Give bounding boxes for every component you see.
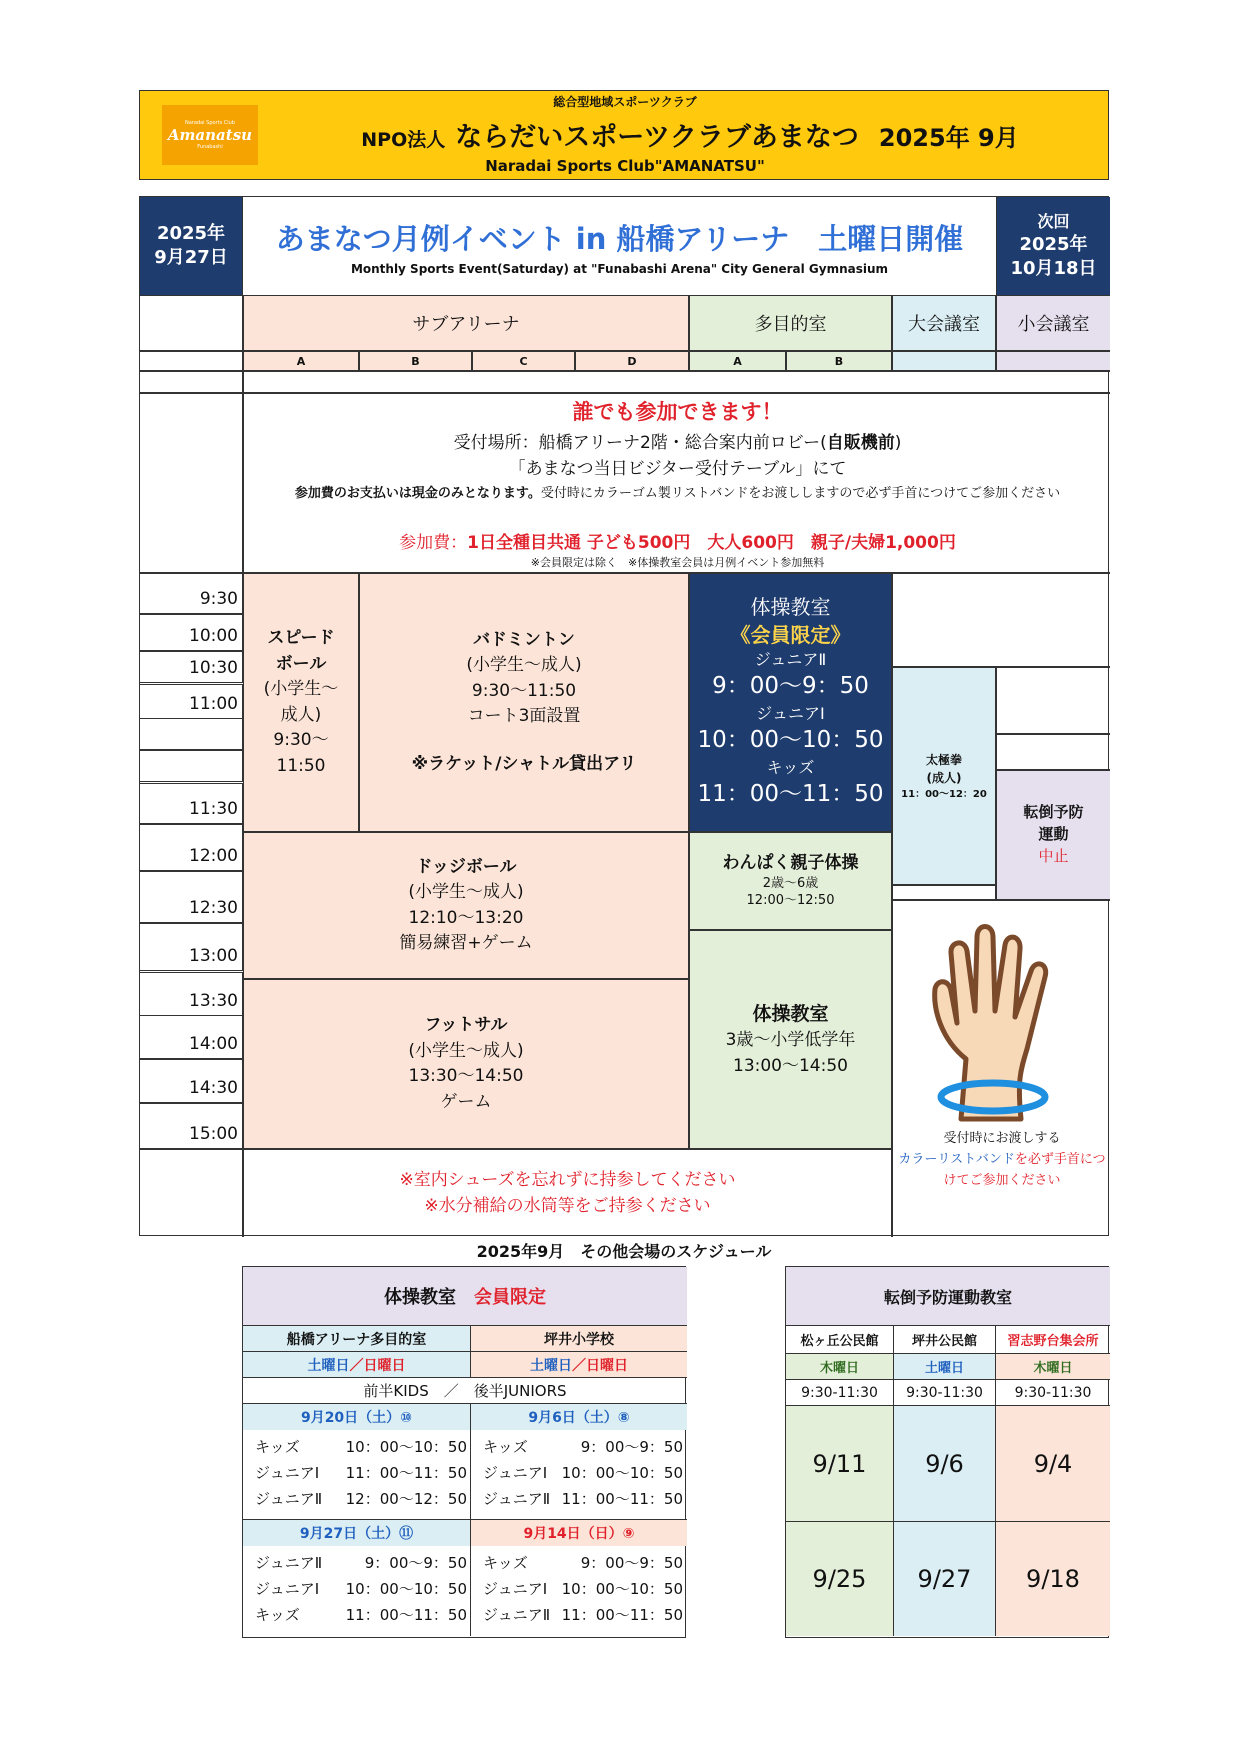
fall-status: 中止 (1038, 846, 1069, 865)
gym-block-row (483, 1462, 683, 1486)
npo-label: NPO法人 (361, 129, 446, 151)
gym-block-class: キッズ (483, 1554, 528, 1572)
time-slot: 11:30 (140, 783, 243, 824)
gym-kids-name: 体操教室 (752, 1002, 829, 1025)
gym-days2-sun: ／日曜日 (572, 1357, 628, 1374)
room-small-meeting: 小会議室 (996, 295, 1110, 351)
dodgeball-note: 簡易練習+ゲーム (399, 933, 533, 953)
gym-block-class: キッズ (255, 1438, 300, 1456)
futsal-note: ゲーム (440, 1091, 492, 1112)
blank-cell (140, 393, 243, 573)
gym-block-row (483, 1488, 683, 1512)
speedball-time2: 11:50 (276, 755, 326, 776)
fall-name1: 転倒予防 (1023, 803, 1084, 822)
logo-bottom-text: Funabashi (197, 144, 223, 150)
gym-block-class: ジュニアⅡ (483, 1490, 551, 1508)
speedball-name1: スピード (267, 628, 335, 648)
futsal-cell (243, 979, 689, 1149)
water-note: ※水分補給の水筒等をご持参ください (424, 1195, 711, 1216)
gym-block-date: 9月6日（土）⑧ (471, 1404, 687, 1430)
gym-venue2: 坪井小学校 (471, 1326, 687, 1352)
blank-cell (996, 734, 1110, 770)
gym-block-class: キッズ (255, 1606, 300, 1624)
court-b: B (359, 351, 472, 371)
main-schedule (139, 196, 1109, 1236)
gym-block-time: 11：00～11：50 (561, 1490, 683, 1508)
time-slot: 10:30 (140, 651, 243, 683)
gym-block-time: 10：00～10：50 (561, 1464, 683, 1482)
blank-cell (996, 667, 1110, 734)
other-fall-table (785, 1266, 1109, 1638)
gym-venue1: 船橋アリーナ多目的室 (243, 1326, 471, 1352)
fall-date1: 9/11 (786, 1406, 894, 1522)
gym-block-time: 9：00～9：50 (580, 1438, 683, 1456)
gym-kids-time: 11：00～11：50 (697, 781, 884, 808)
gym-kids-target: 3歳～小学低学年 (725, 1030, 856, 1051)
dodgeball-target: (小学生～成人) (408, 882, 524, 902)
badminton-name: バドミントン (473, 629, 575, 650)
gym-kids-time: 13:00～14:50 (733, 1055, 848, 1076)
fall-time: 9:30-11:30 (786, 1380, 894, 1406)
footer-notes (243, 1149, 892, 1237)
speedball-target1: (小学生～ (263, 679, 339, 699)
fall-time: 9:30-11:30 (894, 1380, 996, 1406)
blank-cell (140, 295, 243, 351)
wrist-line2-red: を必ず手首につ (1014, 1151, 1106, 1167)
gym-block-time: 12：00～12：50 (345, 1490, 467, 1508)
wrist-line3: けてご参加ください (943, 1172, 1061, 1188)
gym-table-title (243, 1267, 687, 1326)
payment-rest: 受付時にカラーゴム製リストバンドをお渡ししますので必ず手首につけてご参加ください (540, 486, 1061, 501)
gym-block-row (483, 1436, 683, 1460)
logo-top-text: Naradai Sports Club (185, 120, 235, 126)
info-block (243, 393, 1110, 573)
time-slot: 12:00 (140, 824, 243, 871)
wrist-line2-blue: カラーリストバンド (898, 1151, 1015, 1167)
gym-block-class: ジュニアⅡ (483, 1606, 551, 1624)
header-month: 2025年 9月 (878, 124, 1019, 152)
gym-title: 体操教室 (384, 1287, 456, 1308)
next-year: 2025年 (1019, 233, 1088, 255)
fall-day: 土曜日 (894, 1354, 996, 1380)
gym-block-row (255, 1436, 467, 1460)
payment-bold: 参加費のお支払いは現金のみとなります。 (294, 486, 541, 501)
fall-date1: 9/6 (894, 1406, 996, 1522)
header-banner (139, 90, 1109, 180)
blank-cell (243, 371, 1110, 393)
gym-junior2-time: 9：00～9：50 (712, 673, 869, 700)
badminton-time: 9:30～11:50 (471, 680, 577, 701)
court-a: A (243, 351, 359, 371)
gym-block-time: 10：00～10：50 (345, 1580, 467, 1598)
taichi-time: 11：00～12：20 (901, 788, 987, 800)
gym-block-date: 9月20日（土）⑩ (243, 1404, 470, 1430)
parent-child-cell (689, 832, 892, 930)
gym-block-date: 9月27日（土）⑪ (243, 1520, 470, 1546)
fee-line (244, 528, 1111, 552)
fall-name2: 運動 (1038, 825, 1069, 844)
gym-block-date: 9月14日（日）⑨ (471, 1520, 687, 1546)
time-slot (140, 718, 243, 750)
gym-block-time: 10：00～10：50 (345, 1438, 467, 1456)
fall-date2: 9/25 (786, 1522, 894, 1636)
fee-note: ※会員限定は除く ※体操教室会員は月例イベント参加無料 (530, 556, 825, 569)
gym-block-class: ジュニアⅡ (255, 1490, 323, 1508)
multi-a: A (689, 351, 786, 371)
futsal-target: (小学生～成人) (408, 1040, 524, 1061)
gym-block (471, 1404, 687, 1520)
gym-block-row (483, 1604, 683, 1628)
gym-member-name: 体操教室 (750, 595, 831, 620)
court-d: D (575, 351, 689, 371)
dodgeball-cell (243, 832, 689, 979)
time-slot: 10:00 (140, 614, 243, 651)
speedball-cell (243, 573, 359, 832)
fall-venue: 松ヶ丘公民館 (786, 1326, 894, 1354)
fall-day: 木曜日 (996, 1354, 1110, 1380)
gym-block-class: ジュニアⅠ (255, 1580, 320, 1598)
gym-block (243, 1404, 471, 1520)
gym-block-time: 10：00～10：50 (561, 1580, 683, 1598)
gym-block-row (255, 1578, 467, 1602)
blank-cell (892, 885, 996, 900)
gym-block-time: 9：00～9：50 (580, 1554, 683, 1572)
fall-date1: 9/4 (996, 1406, 1110, 1522)
fall-venue: 坪井公民館 (894, 1326, 996, 1354)
fall-date2: 9/27 (894, 1522, 996, 1636)
gym-block-time: 11：00～11：50 (561, 1606, 683, 1624)
next-label: 次回 (1037, 211, 1070, 231)
fee-detail: 1日全種目共通 子ども500円 大人600円 親子/夫婦1,000円 (467, 533, 956, 553)
time-slot (140, 750, 243, 782)
other-title: 2025年9月 その他会場のスケジュール (476, 1241, 772, 1261)
payment-line (244, 482, 1111, 502)
speedball-time1: 9:30～ (273, 730, 329, 750)
reception-table: 「あまなつ当日ビジター受付テーブル」にて (508, 459, 847, 479)
futsal-name: フットサル (424, 1015, 508, 1035)
gym-block-time: 11：00～11：50 (345, 1464, 467, 1482)
time-slot: 9:30 (140, 573, 243, 614)
badminton-cell (359, 573, 689, 832)
gym-block-row (255, 1462, 467, 1486)
event-date-day: 9月27日 (154, 247, 228, 268)
gym-days2 (471, 1352, 687, 1378)
gym-limit: 会員限定 (474, 1287, 546, 1308)
dodgeball-name: ドッジボール (415, 856, 517, 877)
gym-block-class: ジュニアⅠ (255, 1464, 320, 1482)
fall-day: 木曜日 (786, 1354, 894, 1380)
gym-junior1-time: 10：00～10：50 (697, 727, 884, 754)
blank-cell (140, 1149, 243, 1237)
badminton-rental: ※ラケット/シャトル貸出アリ (411, 753, 637, 774)
taichi-name: 太極拳 (925, 752, 962, 767)
gym-block-row (255, 1604, 467, 1628)
speedball-name2: ボール (275, 653, 327, 674)
time-slot: 13:00 (140, 923, 243, 971)
logo-main-text: Amanatsu (167, 126, 253, 144)
fall-time: 9:30-11:30 (996, 1380, 1110, 1406)
gym-member-cell (689, 573, 892, 832)
header-subtitle: 総合型地域スポーツクラブ (553, 94, 697, 109)
badminton-note: コート3面設置 (467, 706, 581, 727)
gym-block (243, 1520, 471, 1636)
gym-split: 前半KIDS ／ 後半JUNIORS (243, 1378, 687, 1404)
time-slot: 11:00 (140, 684, 243, 719)
event-title-block (243, 197, 996, 295)
time-slot: 12:30 (140, 871, 243, 923)
gym-block-time: 11：00～11：50 (345, 1606, 467, 1624)
dodgeball-time: 12:10～13:20 (408, 907, 524, 928)
event-date-year: 2025年 (156, 222, 226, 244)
info-headline: 誰でも参加できます！ (572, 400, 783, 424)
gym-block-class: キッズ (483, 1438, 528, 1456)
blank-cell (892, 573, 1110, 667)
event-date (140, 197, 243, 295)
hand-wristband-icon (921, 919, 1081, 1129)
gym-kids-cell (689, 930, 892, 1149)
gym-days2-sat: 土曜日 (530, 1357, 572, 1374)
fall-date2: 9/18 (996, 1522, 1110, 1636)
taichi-target: (成人) (926, 770, 962, 785)
gym-junior1: ジュニアⅠ (756, 704, 825, 724)
shoes-note: ※室内シューズを忘れずに持参してください (399, 1170, 736, 1190)
badminton-target: (小学生～成人) (466, 655, 582, 676)
gym-block-class: ジュニアⅠ (483, 1580, 548, 1598)
event-subtitle: Monthly Sports Event(Saturday) at "Funabashi Arena" City General Gymnasium (350, 261, 889, 276)
fall-venue: 習志野台集会所 (996, 1326, 1110, 1354)
parent-child-target: 2歳～6歳 (762, 875, 819, 891)
room-large-meeting: 大会議室 (892, 295, 996, 351)
time-slot: 13:30 (140, 972, 243, 1016)
blank-cell (140, 371, 243, 393)
other-gym-table (242, 1266, 686, 1638)
small-meeting-blank (996, 351, 1110, 371)
gym-days1-sat: 土曜日 (307, 1357, 350, 1374)
wristband-panel (892, 900, 1110, 1237)
time-slot: 14:30 (140, 1059, 243, 1103)
gym-block-row (483, 1578, 683, 1602)
reception-line (244, 428, 1111, 452)
gym-block-time: 9：00～9：50 (364, 1554, 467, 1572)
gym-block-row (255, 1552, 467, 1576)
gym-member-limit: 《会員限定》 (730, 622, 851, 647)
fall-table-title: 転倒予防運動教室 (786, 1267, 1110, 1326)
parent-child-name: わんぱく親子体操 (722, 852, 859, 873)
gym-junior2: ジュニアⅡ (754, 650, 827, 670)
club-name: ならだいスポーツクラブあまなつ (455, 122, 859, 153)
wrist-line1: 受付時にお渡しする (943, 1131, 1061, 1146)
large-meeting-blank (892, 351, 996, 371)
gym-days1-sun: ／日曜日 (349, 1357, 406, 1374)
room-multi: 多目的室 (689, 295, 892, 351)
speedball-target2: 成人) (280, 704, 322, 725)
fall-prevention-cell (996, 770, 1110, 900)
next-event (996, 197, 1110, 295)
time-slot: 15:00 (140, 1103, 243, 1149)
gym-block (471, 1520, 687, 1636)
blank-cell (140, 351, 243, 371)
parent-child-time: 12:00～12:50 (746, 893, 835, 909)
next-day: 10月18日 (1010, 257, 1097, 279)
futsal-time: 13:30～14:50 (408, 1066, 524, 1086)
room-sub-arena: サブアリーナ (243, 295, 689, 351)
gym-block-class: ジュニアⅠ (483, 1464, 548, 1482)
gym-block-row (483, 1552, 683, 1576)
multi-b: B (786, 351, 892, 371)
gym-block-row (255, 1488, 467, 1512)
reception-suffix: ) (894, 433, 902, 453)
gym-kids: キッズ (766, 758, 815, 777)
gym-block-class: ジュニアⅡ (255, 1554, 323, 1572)
court-c: C (472, 351, 575, 371)
taichi-cell (892, 667, 996, 885)
gym-days1 (243, 1352, 471, 1378)
event-title: あまなつ月例イベント in 船橋アリーナ 土曜日開催 (275, 221, 964, 256)
reception-bold: 自販機前 (826, 433, 895, 453)
reception-prefix: 受付場所：船橋アリーナ2階・総合案内前ロビー( (453, 433, 827, 453)
english-name: Naradai Sports Club"AMANATSU" (485, 157, 765, 175)
fee-label: 参加費： (399, 533, 468, 553)
time-slot: 14:00 (140, 1015, 243, 1059)
